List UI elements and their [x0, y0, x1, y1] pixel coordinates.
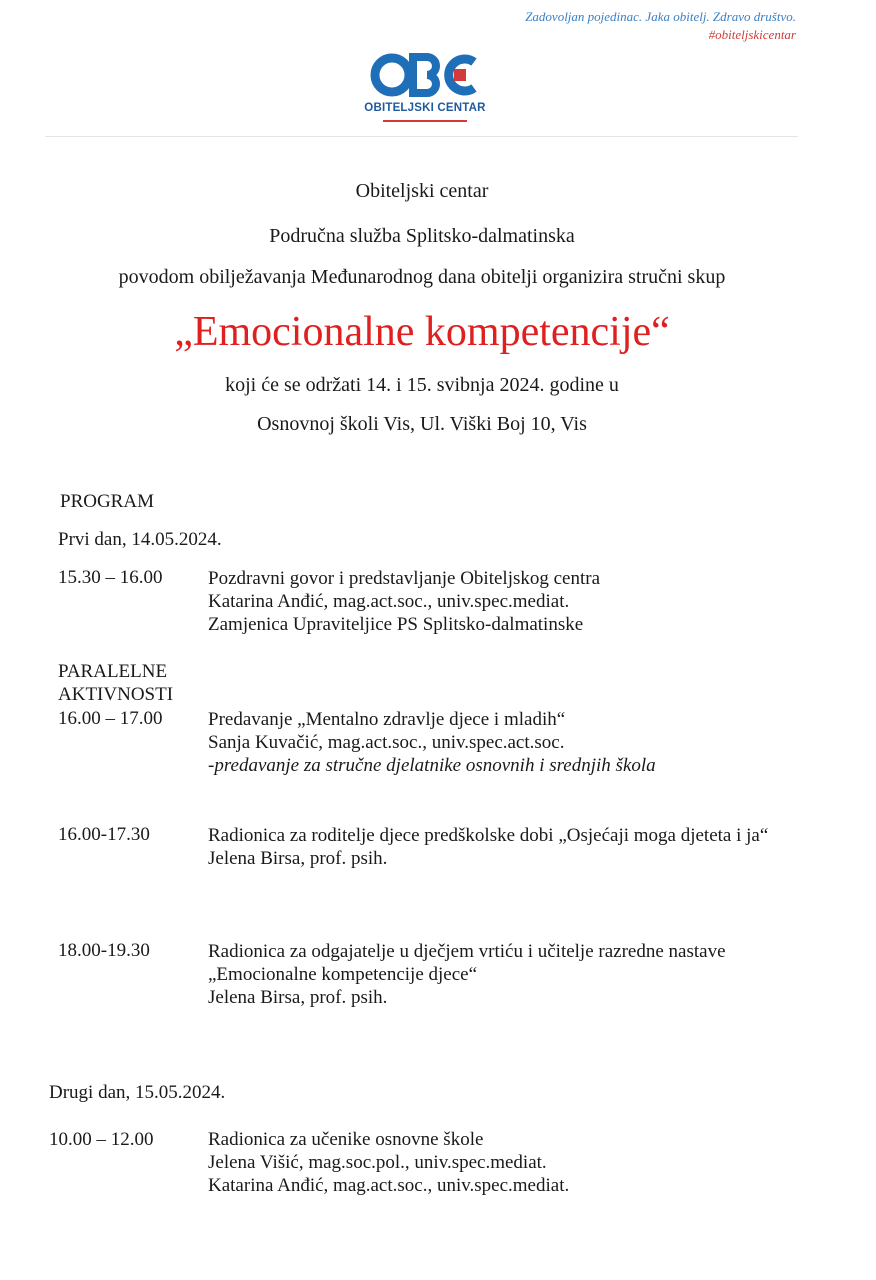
logo-caption: OBITELJSKI CENTAR [364, 102, 486, 114]
day2-item1-time: 10.00 – 12.00 [49, 1129, 154, 1150]
day1-item1-line1: Pozdravni govor i predstavljanje Obiteljskog centra [208, 568, 601, 589]
day1-item1-line3: Zamjenica Upraviteljice PS Splitsko-dalmatinske [208, 614, 584, 635]
intro-location-line: Osnovnoj školi Vis, Ul. Viški Boj 10, Vis [257, 413, 587, 435]
slogan-text: Zadovoljan pojedinac. Jaka obitelj. Zdravo društvo. [525, 9, 796, 24]
day1-label: Prvi dan, 14.05.2024. [58, 529, 222, 550]
logo-underline [383, 120, 467, 122]
intro-line-1: Obiteljski centar [355, 180, 489, 202]
day1-item4-line3: Jelena Birsa, prof. psih. [208, 987, 388, 1008]
logo-letter-o [375, 58, 409, 92]
day1-item2-line1: Predavanje „Mentalno zdravlje djece i mladih“ [208, 709, 566, 730]
day1-item1-time: 15.30 – 16.00 [58, 567, 163, 588]
day1-item3-line1: Radionica za roditelje djece predškolske dobi „Osjećaji moga djeteta i ja“ [208, 825, 769, 846]
logo-letter-b [413, 57, 436, 93]
intro-line-2: Područna služba Splitsko-dalmatinska [269, 225, 575, 247]
event-title: „Emocionalne kompetencije“ [174, 309, 670, 355]
day1-item4-line2: „Emocionalne kompetencije djece“ [208, 964, 478, 985]
header-divider [45, 136, 798, 137]
day1-item2-line2: Sanja Kuvačić, mag.act.soc., univ.spec.act.soc. [208, 732, 565, 753]
day1-item2-time: 16.00 – 17.00 [58, 708, 163, 729]
obc-logo [350, 50, 500, 125]
day2-item1-line2: Jelena Višić, mag.soc.pol., univ.spec.mediat. [208, 1152, 547, 1173]
intro-date-line: koji će se održati 14. i 15. svibnja 2024. godine u [225, 374, 619, 396]
day1-item3-line2: Jelena Birsa, prof. psih. [208, 848, 388, 869]
day2-item1-line1: Radionica za učenike osnovne škole [208, 1129, 484, 1150]
obc-logo-mark [350, 50, 500, 100]
program-heading: PROGRAM [60, 491, 154, 512]
day2-label: Drugi dan, 15.05.2024. [49, 1082, 226, 1103]
day2-item1-line3: Katarina Anđić, mag.act.soc., univ.spec.mediat. [208, 1175, 570, 1196]
day1-item2-line3: -predavanje za stručne djelatnike osnovnih i srednjih škola [208, 755, 656, 776]
intro-line-3: povodom obilježavanja Međunarodnog dana obitelji organizira stručni skup [118, 266, 726, 288]
day1-item1-line2: Katarina Anđić, mag.act.soc., univ.spec.mediat. [208, 591, 570, 612]
hashtag-text: #obiteljskicentar [708, 27, 796, 42]
header-slogan [525, 8, 796, 44]
day1-item4-time: 18.00-19.30 [58, 940, 150, 961]
parallel-label-line1: PARALELNE [58, 661, 168, 682]
day1-item4-line1: Radionica za odgajatelje u dječjem vrtiću i učitelje razredne nastave [208, 941, 726, 962]
day1-item3-time: 16.00-17.30 [58, 824, 150, 845]
logo-red-square [454, 69, 466, 81]
parallel-label-line2: AKTIVNOSTI [58, 684, 174, 705]
